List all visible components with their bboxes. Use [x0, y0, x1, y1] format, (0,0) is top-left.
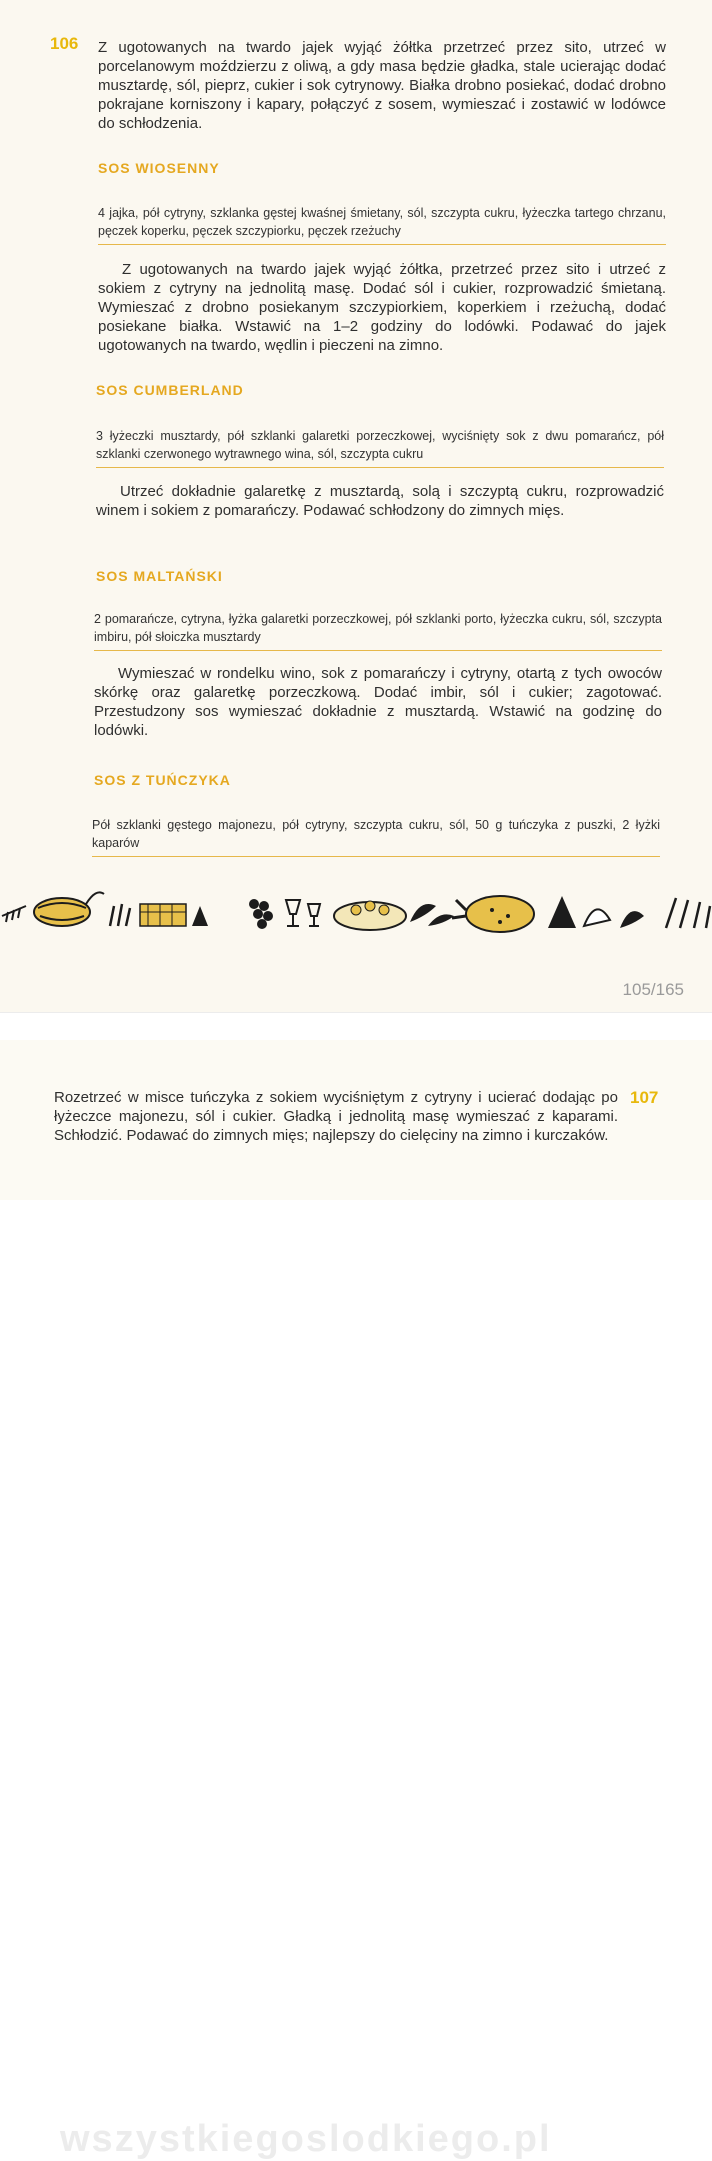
roast-chicken-icon	[452, 896, 534, 932]
recipe-ingredients: 2 pomarańcze, cytryna, łyżka galaretki porzeczkowej, pół szklanki porto, łyżeczka cukru, sól, szczypta imbiru, pół słoiczka musztardy	[94, 610, 662, 651]
recipe-ingredients: 4 jajka, pół cytryny, szklanka gęstej kwaśnej śmietany, sól, szczypta cukru, łyżeczka tartego chrzanu, pęczek koperku, pęczek szczypiorku, pęczek rzeżuchy	[98, 204, 666, 245]
bread-loaf-icon	[34, 892, 104, 926]
recipe-ingredients: 3 łyżeczki musztardy, pół szklanki galaretki porzeczkowej, wyciśnięty sok z dwu pomarańcz, pół szklanki czerwonego wytrawnego wina, sól, szczypta cukru	[96, 427, 664, 468]
leaves-icon	[410, 904, 454, 926]
page-number: 106	[50, 34, 79, 53]
page-number: 107	[630, 1088, 659, 1107]
recipe-method: Wymieszać w rondelku wino, sok z pomarańczy i cytryny, otartą z tych owoców skórkę oraz galaretkę porzeczkową. Dodać imbir, sól i cukier; zagotować. Przestudzony sos wymieszać dokładnie z musztardą. Wstawić na godzinę do lodówki.	[94, 665, 662, 739]
herb-sprig-icon	[666, 898, 710, 928]
recipe-title: SOS Z TUŃCZYKA	[94, 772, 231, 788]
vegetables-icon	[110, 904, 208, 926]
watermark: wszystkiegoslodkiego.pl	[60, 2118, 552, 2160]
recipe-title: SOS CUMBERLAND	[96, 382, 244, 398]
page-counter: 105/165	[622, 980, 684, 999]
serving-platter-icon	[334, 901, 406, 930]
intro-paragraph: Z ugotowanych na twardo jajek wyjąć żółtka przetrzeć przez sito, utrzeć w porcelanowym moździerzu z oliwą, a gdy masa będzie gładka, stale ucierając dodać musztardę, sól, pieprz, cukier i sok cytrynowy. Białka drobno posiekać, dodać drobno pokrajane korniszony i kapary, połączyć z sosem, wymieszać i zostawić w lodówce do schłodzenia.	[98, 39, 666, 132]
recipe-title: SOS MALTAŃSKI	[96, 568, 223, 584]
recipe-ingredients: Pół szklanki gęstego majonezu, pół cytryny, szczypta cukru, sól, 50 g tuńczyka z puszki, 2 łyżki kaparów	[92, 816, 660, 857]
recipe-title: SOS WIOSENNY	[98, 160, 220, 176]
herb-sprig-icon	[2, 906, 26, 922]
recipe-method: Utrzeć dokładnie galaretkę z musztardą, solą i szczyptą cukru, rozprowadzić winem i sokiem z pomarańczy. Podawać schłodzony do zimnych mięs.	[96, 483, 664, 519]
herb-bunch-icon	[548, 896, 644, 928]
book-page-106	[0, 0, 712, 1012]
continued-paragraph: Rozetrzeć w misce tuńczyka z sokiem wyciśniętym z cytryny i ucierać dodając po łyżeczce majonezu, sól i cukier. Gładką i jednolitą masę wymieszać z kaparami. Schłodzić. Podawać do zimnych mięs; najlepszy do cielęciny na zimno i kurczaków.	[54, 1089, 618, 1144]
wine-glass-icon	[286, 900, 320, 926]
recipe-method: Z ugotowanych na twardo jajek wyjąć żółtka, przetrzeć przez sito i utrzeć z sokiem z cytryny na jednolitą masę. Dodać sól i cukier, rozprowadzić śmietaną. Wymieszać z drobno posiekanym szczypiorkiem, koperkiem i rzeżuchą, dodać posiekane białka. Wstawić na 1–2 godziny do lodówki. Podawać do jajek ugotowanych na twardo, wędlin i pieczeni na zimno.	[98, 261, 666, 354]
grapes-icon	[249, 899, 273, 929]
decorative-food-illustration	[0, 876, 712, 956]
book-page-107	[0, 1040, 712, 2160]
page-separator	[0, 1012, 712, 1041]
